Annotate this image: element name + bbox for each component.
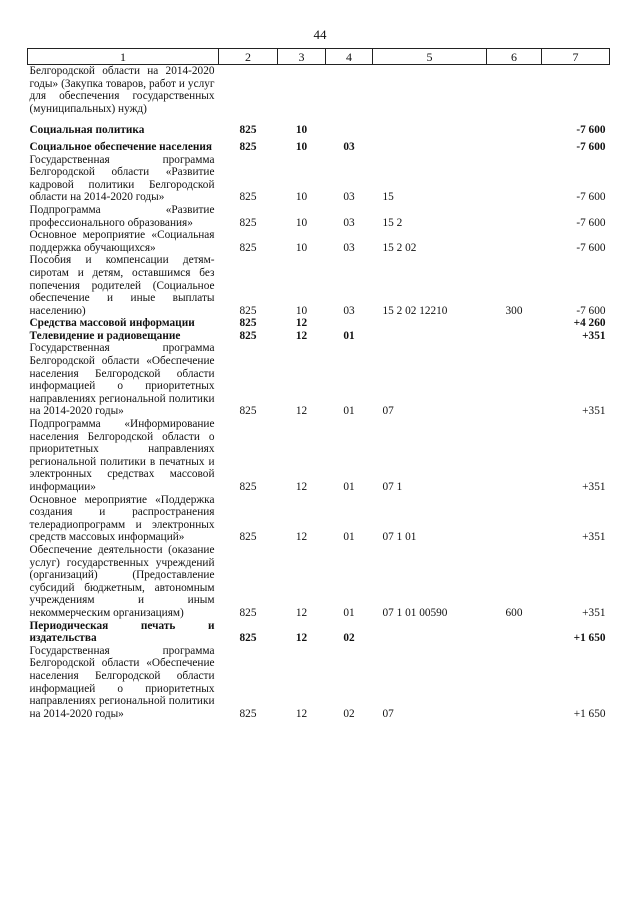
row-sum-cell: -7 600 <box>576 216 606 229</box>
row-admin-code-cell: 825 <box>239 304 257 317</box>
row-section-cell: 12 <box>295 317 308 330</box>
row-admin-code-cell: 825 <box>239 481 257 493</box>
row-subsection-cell: 01 <box>343 481 355 493</box>
row-subsection-cell: 03 <box>343 191 355 204</box>
row-admin-code-cell: 825 <box>239 329 257 342</box>
row-section-cell: 12 <box>295 531 308 544</box>
row-expense-type-cell: 600 <box>505 606 523 619</box>
table-row <box>28 330 610 343</box>
row-target-article-cell <box>373 317 487 330</box>
row-admin-code-cell: 825 <box>239 317 257 330</box>
row-section-cell: 10 <box>295 140 308 153</box>
row-admin-code-cell: 825 <box>239 124 257 137</box>
table-row <box>28 65 610 116</box>
row-subsection-cell: 01 <box>343 606 355 619</box>
table-row <box>28 645 610 721</box>
row-expense-type-cell <box>487 645 542 721</box>
row-target-article-cell: 15 <box>382 191 394 204</box>
header-col-1: 1 <box>28 49 219 65</box>
row-subsection-cell <box>326 65 373 116</box>
row-target-article-cell <box>373 330 487 343</box>
row-subsection-cell: 01 <box>343 329 355 342</box>
row-admin-code-cell: 825 <box>239 606 257 619</box>
row-target-article-cell: 15 2 02 <box>382 241 417 254</box>
row-target-article-cell: 07 1 01 00590 <box>382 606 448 619</box>
row-sum-cell: +351 <box>582 531 606 544</box>
row-section-cell: 12 <box>295 329 308 342</box>
row-sum-cell: +351 <box>582 405 606 418</box>
row-section-cell: 12 <box>295 606 308 619</box>
row-subsection-cell <box>326 317 373 330</box>
table-row <box>28 154 610 204</box>
row-section-cell: 10 <box>295 124 308 137</box>
table-row <box>28 137 610 154</box>
row-target-article-cell <box>373 620 487 645</box>
row-sum-cell: +351 <box>582 606 606 619</box>
row-sum-cell: -7 600 <box>576 124 606 137</box>
page-number: 44 <box>313 27 327 42</box>
row-admin-code-cell: 825 <box>239 140 257 153</box>
row-target-article-cell <box>373 137 487 154</box>
row-target-article-cell: 15 2 <box>382 216 403 229</box>
row-name-cell: Основное мероприятие «Поддержка создания и распространения телерадиопрограмм и электронных средств массовых информаций» <box>29 493 215 544</box>
row-sum-cell: -7 600 <box>576 304 606 317</box>
row-target-article-cell: 07 <box>382 405 394 418</box>
row-sum-cell: -7 600 <box>576 241 606 254</box>
header-col-6: 6 <box>487 49 542 65</box>
header-col-2: 2 <box>219 49 278 65</box>
table-row <box>28 342 610 418</box>
row-name-cell: Обеспечение деятельности (оказание услуг) государственных учреждений (организаций) (Предоставление субсидий бюджетным, автономным учреждениям и иным некоммерческим организациям) <box>29 543 215 619</box>
row-sum-cell: +351 <box>582 329 606 342</box>
row-section-cell: 12 <box>295 405 308 418</box>
row-sum-cell: +1 650 <box>573 707 606 720</box>
row-name-cell: Периодическая печать и издательства <box>29 619 215 645</box>
row-subsection-cell: 03 <box>343 140 355 153</box>
table-row <box>28 620 610 645</box>
row-admin-code-cell: 825 <box>239 707 257 720</box>
table-body <box>28 65 610 721</box>
row-admin-code-cell: 825 <box>239 632 257 645</box>
row-expense-type-cell <box>487 65 542 116</box>
row-name-cell: Телевидение и радиовещание <box>29 329 181 342</box>
row-expense-type-cell <box>487 229 542 254</box>
table-row <box>28 317 610 330</box>
row-admin-code-cell: 825 <box>239 216 257 229</box>
table-row <box>28 544 610 620</box>
row-target-article-cell <box>373 65 487 116</box>
row-name-cell: Средства массовой информации <box>29 317 195 330</box>
row-subsection-cell: 02 <box>343 707 355 720</box>
row-admin-code-cell <box>219 65 278 116</box>
table-row <box>28 204 610 229</box>
row-section-cell: 10 <box>295 304 308 317</box>
row-section-cell: 10 <box>295 191 308 204</box>
row-section-cell: 12 <box>295 481 308 493</box>
row-name-cell: Основное мероприятие «Социальная поддержка обучающихся» <box>29 229 215 254</box>
row-target-article-cell: 07 <box>382 707 394 720</box>
row-target-article-cell: 07 1 01 <box>382 531 417 544</box>
row-sum-cell: -7 600 <box>576 140 606 153</box>
header-col-3: 3 <box>278 49 326 65</box>
table-header <box>28 49 610 65</box>
row-expense-type-cell: 300 <box>505 304 523 317</box>
row-target-article-cell <box>373 115 487 137</box>
row-section-cell: 12 <box>295 707 308 720</box>
row-expense-type-cell <box>487 494 542 544</box>
header-col-4: 4 <box>326 49 373 65</box>
table-row <box>28 254 610 317</box>
row-name-cell: Подпрограмма «Развитие профессионального образования» <box>29 203 215 229</box>
row-admin-code-cell: 825 <box>239 531 257 544</box>
row-name-cell: Государственная программа Белгородской области «Обеспечение населения Белгородской области информацией о приоритетных направлениях региональной политики на 2014-2020 годы» <box>29 644 215 720</box>
row-section-cell: 10 <box>295 216 308 229</box>
header-col-7: 7 <box>542 49 610 65</box>
row-subsection-cell <box>326 115 373 137</box>
row-sum-cell: +4 260 <box>573 317 606 330</box>
row-expense-type-cell <box>487 115 542 137</box>
row-section-cell: 10 <box>295 241 308 254</box>
row-admin-code-cell: 825 <box>239 241 257 254</box>
row-expense-type-cell <box>487 620 542 645</box>
budget-table <box>27 48 610 720</box>
row-admin-code-cell: 825 <box>239 191 257 204</box>
row-name-cell: Пособия и компенсации детям-сиротам и детям, оставшимся без попечения родителей (Социальное обеспечение и иные выплаты населению) <box>29 254 215 317</box>
row-name-cell: Белгородской области на 2014-2020 годы» (Закупка товаров, работ и услуг для обеспечения государственных (муниципальных) нужд) <box>29 65 215 115</box>
row-sum-cell <box>542 65 610 116</box>
row-subsection-cell: 01 <box>343 531 355 544</box>
row-admin-code-cell: 825 <box>239 405 257 418</box>
row-name-cell: Государственная программа Белгородской области «Развитие кадровой политики Белгородской области на 2014-2020 годы» <box>29 153 215 204</box>
row-sum-cell: -7 600 <box>576 191 606 204</box>
row-name-cell: Социальное обеспечение населения <box>29 140 212 153</box>
table-row <box>28 229 610 254</box>
table-row <box>28 115 610 137</box>
row-subsection-cell: 02 <box>343 632 355 645</box>
table-row <box>28 494 610 544</box>
row-subsection-cell: 01 <box>343 405 355 418</box>
row-sum-cell: +351 <box>582 481 606 493</box>
row-expense-type-cell <box>487 418 542 494</box>
row-expense-type-cell <box>487 330 542 343</box>
row-name-cell: Подпрограмма «Информирование населения Белгородской области о приоритетных направлениях региональной политики в печатных и электронных средствах массовой информации» <box>29 418 215 493</box>
row-section-cell: 12 <box>295 632 308 645</box>
row-expense-type-cell <box>487 137 542 154</box>
row-sum-cell: +1 650 <box>573 632 606 645</box>
row-target-article-cell: 07 1 <box>382 481 403 493</box>
row-expense-type-cell <box>487 317 542 330</box>
row-expense-type-cell <box>487 342 542 418</box>
row-expense-type-cell <box>487 204 542 229</box>
row-subsection-cell: 03 <box>343 304 355 317</box>
row-target-article-cell: 15 2 02 12210 <box>382 304 448 317</box>
row-subsection-cell: 03 <box>343 241 355 254</box>
header-col-5: 5 <box>373 49 487 65</box>
row-subsection-cell: 03 <box>343 216 355 229</box>
row-name-cell: Социальная политика <box>29 124 145 137</box>
row-section-cell <box>278 65 326 116</box>
row-expense-type-cell <box>487 154 542 204</box>
row-name-cell: Государственная программа Белгородской области «Обеспечение населения Белгородской области информацией о приоритетных направлениях региональной политики на 2014-2020 годы» <box>29 342 215 418</box>
table-row <box>28 418 610 494</box>
